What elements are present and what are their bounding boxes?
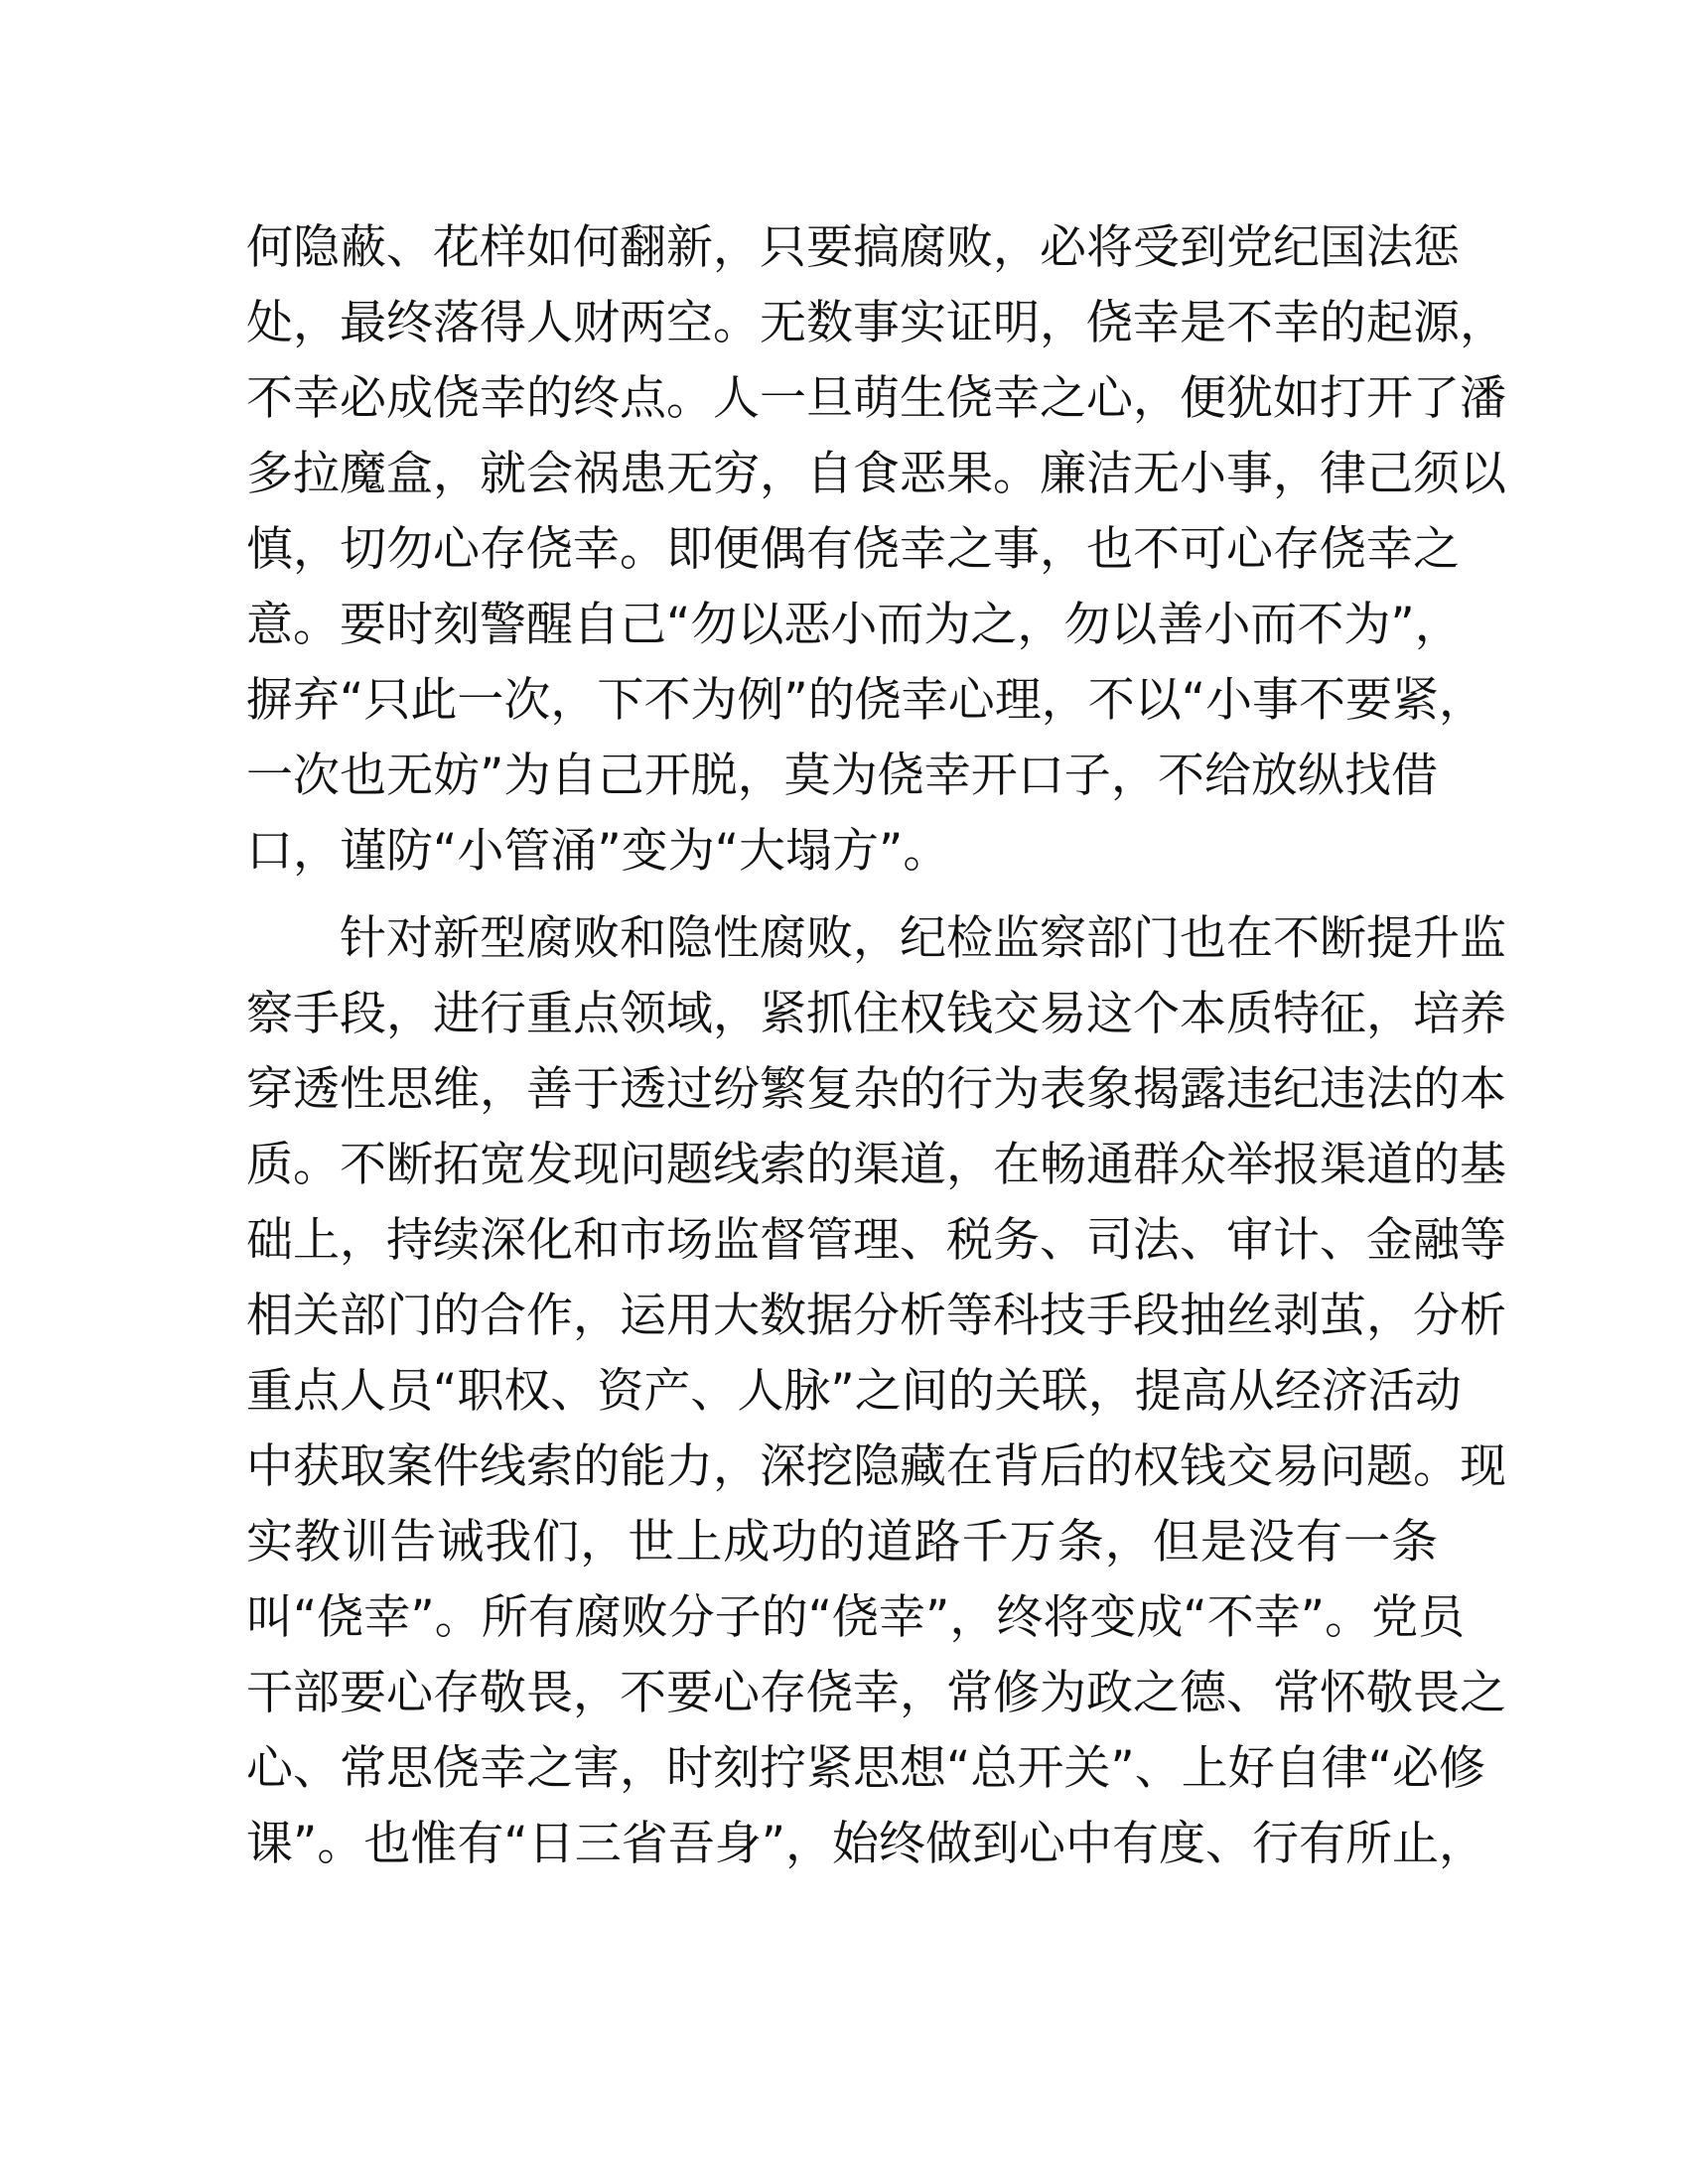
text-line: 口，谨防“小管涌”变为“大塌方”。 (246, 824, 950, 879)
paragraph-2 (246, 901, 1506, 1882)
text-line: 意。要时刻警醒自己“勿以恶小而为之，勿以善小而不为”， (246, 598, 1462, 652)
text-line: 相关部门的合作，运用大数据分析等科技手段抽丝剥茧，分析 (246, 1289, 1506, 1343)
text-line: 干部要心存敬畏，不要心存侥幸，常修为政之德、常怀敬畏之 (246, 1666, 1506, 1720)
text-line: 慎，切勿心存侥幸。即便偶有侥幸之事，也不可心存侥幸之 (246, 522, 1460, 577)
text-line: 中获取案件线索的能力，深挖隐藏在背后的权钱交易问题。现 (246, 1439, 1506, 1494)
text-line: 处，最终落得人财两空。无数事实证明，侥幸是不幸的起源， (246, 296, 1506, 350)
text-line: 础上，持续深化和市场监督管理、税务、司法、审计、金融等 (246, 1213, 1506, 1268)
text-line: 重点人员“职权、资产、人脉”之间的关联，提高从经济活动 (246, 1364, 1462, 1419)
text-line: 摒弃“只此一次，下不为例”的侥幸心理，不以“小事不要紧， (246, 673, 1486, 728)
text-line: 不幸必成侥幸的终点。人一旦萌生侥幸之心，便犹如打开了潘 (246, 371, 1506, 426)
text-line: 何隐蔽、花样如何翻新，只要搞腐败，必将受到党纪国法惩 (246, 220, 1460, 275)
text-line: 实教训告诫我们，世上成功的道路千万条，但是没有一条 (246, 1515, 1438, 1570)
text-line: 质。不断拓宽发现问题线索的渠道，在畅通群众举报渠道的基 (246, 1138, 1506, 1192)
paragraph-1 (246, 210, 1506, 889)
text-line: 穿透性思维，善于透过纷繁复杂的行为表象揭露违纪违法的本 (246, 1062, 1506, 1117)
text-line: 叫“侥幸”。所有腐败分子的“侥幸”，终将变成“不幸”。党员 (246, 1590, 1466, 1645)
text-line: 多拉魔盒，就会祸患无穷，自食恶果。廉洁无小事，律己须以 (246, 447, 1506, 501)
text-line: 一次也无妨”为自己开脱，莫为侥幸开口子，不给放纵找借 (246, 749, 1438, 803)
text-line: 察手段，进行重点领域，紧抓住权钱交易这个本质特征，培养 (246, 987, 1506, 1041)
text-line: 心、常思侥幸之害，时刻拧紧思想“总开关”、上好自律“必修 (246, 1741, 1486, 1796)
text-line: 课”。也惟有“日三省吾身”，始终做到心中有度、行有所止， (246, 1817, 1486, 1871)
body-text (246, 210, 1506, 1882)
text-line: 针对新型腐败和隐性腐败，纪检监察部门也在不断提升监 (340, 911, 1506, 966)
